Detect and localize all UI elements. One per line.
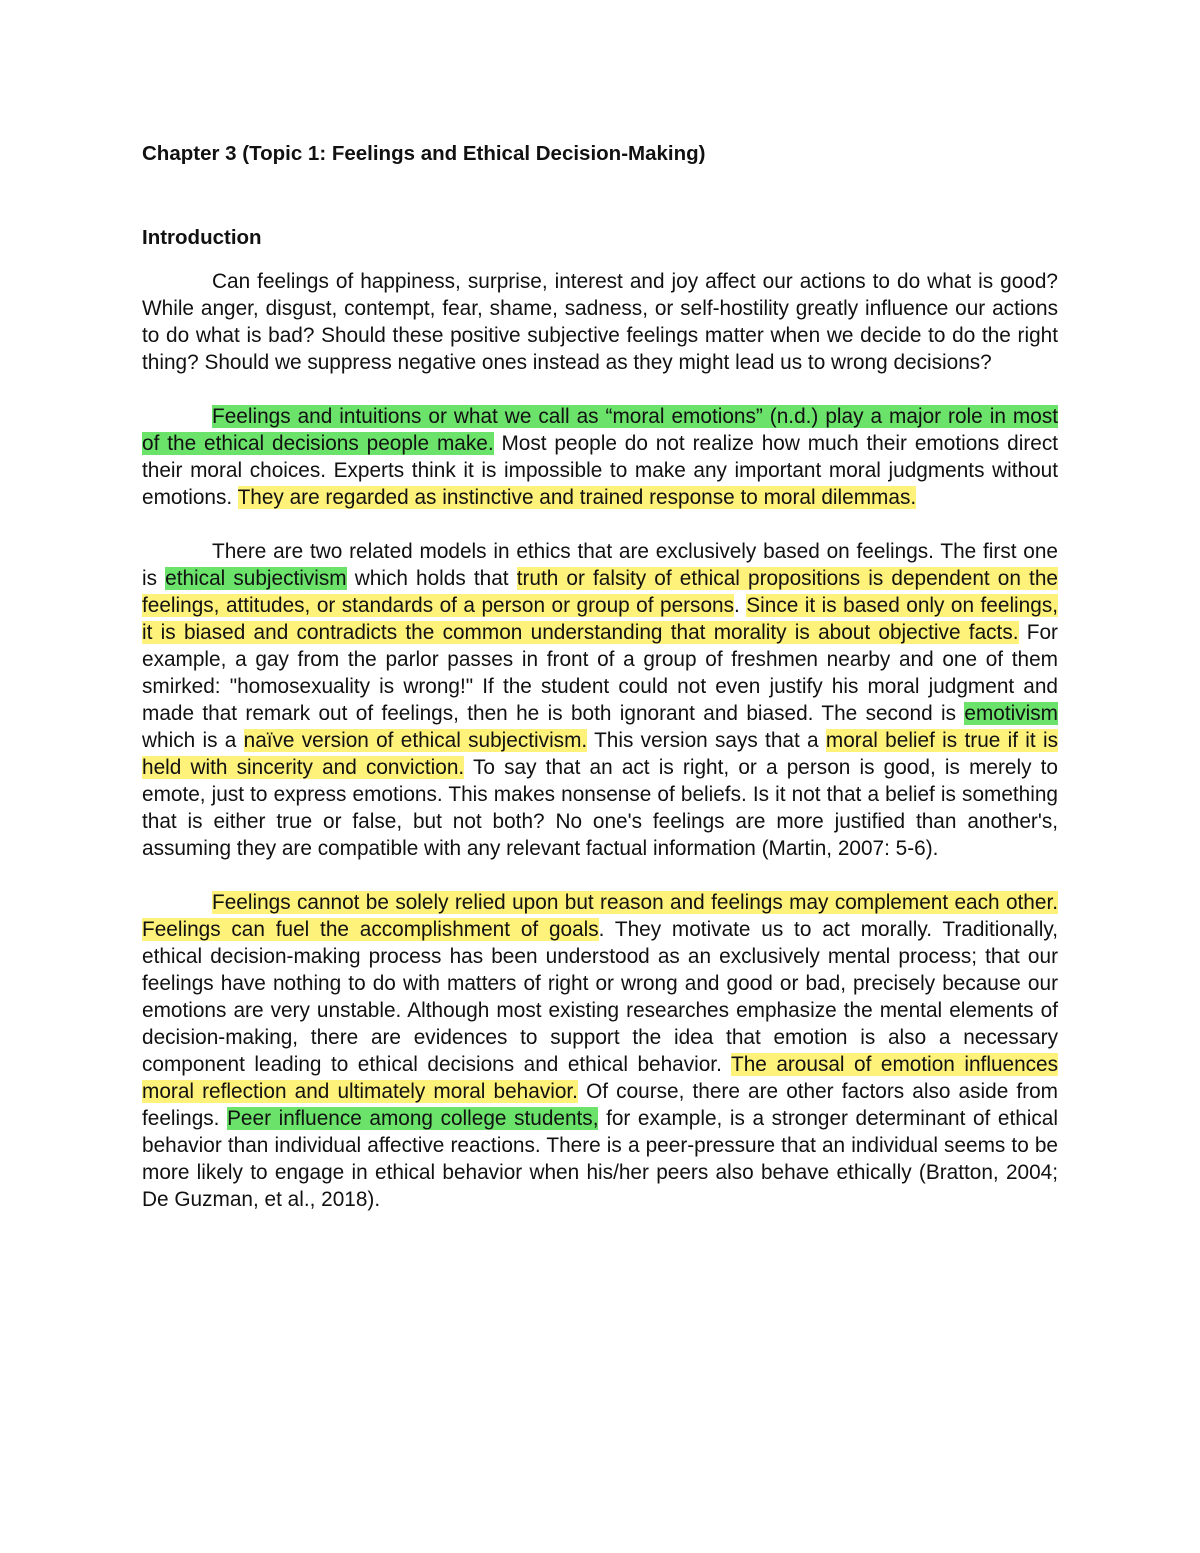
yellow-highlight: naïve version of ethical subjectivism. xyxy=(243,729,588,752)
paragraph-2 xyxy=(142,403,1058,511)
paragraph-1 xyxy=(142,268,1058,376)
text-span: which is a xyxy=(142,729,244,752)
text-span: For example, a gay from the parlor passes in front of a group of freshmen nearby and one of them smirked: "homosexuality is wrong!" If the student could not even justify his moral judgment and made that remark out of feelings, then he is both ignorant and biased. The second is xyxy=(142,621,1058,725)
document-page xyxy=(142,138,1058,1213)
section-heading: Introduction xyxy=(142,226,262,249)
text-span: There are two related models in ethics that are exclusively based on feelings. The first one is xyxy=(142,540,1058,590)
text-span: This version says that a xyxy=(587,729,826,752)
chapter-title: Chapter 3 (Topic 1: Feelings and Ethical Decision-Making) xyxy=(142,142,706,165)
yellow-highlight: moral belief is true if it is held with sincerity and conviction. xyxy=(142,729,1059,779)
text-span: . They motivate us to act morally. Traditionally, ethical decision-making process has been understood as an exclusively mental process; that our feelings have nothing to do with matters of right or wrong and good or bad, precisely because our emotions are very unstable. Although most existing researches emphasize the mental elements of decision-making, there are evidences to support the idea that emotion is also a necessary component leading to ethical decisions and ethical behavior. xyxy=(142,918,1058,1076)
text-span: . xyxy=(734,594,747,617)
yellow-highlight: Feelings can fuel the accomplishment of goals xyxy=(142,918,599,941)
yellow-highlight: Feelings cannot be solely relied upon but reason and feelings may complement each other. xyxy=(212,891,1058,914)
text-span: Most people do not realize how much their emotions direct their moral choices. Experts think it is impossible to make any important moral judgments without emotions. xyxy=(142,432,1058,509)
green-highlight: Feelings and intuitions or what we call as “moral emotions” (n.d.) play a major role in most of the ethical decisions people make. xyxy=(142,405,1058,455)
yellow-highlight: truth or falsity of ethical propositions is dependent on the feelings, attitudes, or standards of a person or group of persons xyxy=(142,567,1058,617)
green-highlight: Peer influence among college students, xyxy=(227,1107,599,1130)
green-highlight: emotivism xyxy=(964,702,1058,725)
text-span: Of course, there are other factors also aside from feelings. xyxy=(142,1080,1058,1130)
green-highlight: ethical subjectivism xyxy=(165,567,347,590)
yellow-highlight: They are regarded as instinctive and trained response to moral dilemmas. xyxy=(237,486,917,509)
text-span: Can feelings of happiness, surprise, interest and joy affect our actions to do what is good? While anger, disgust, contempt, fear, shame, sadness, or self-hostility greatly influence our actions to do what is bad? Should these positive subjective feelings matter when we decide to do the right thing? Should we suppress negative ones instead as they might lead us to wrong decisions? xyxy=(142,270,1058,374)
paragraph-3 xyxy=(142,538,1058,862)
text-span: which holds that xyxy=(346,567,517,590)
text-span: for example, is a stronger determinant of ethical behavior than individual affective reactions. There is a peer-pressure that an individual seems to be more likely to engage in ethical behavior when his/her peers also behave ethically (Bratton, 2004; De Guzman, et al., 2018). xyxy=(142,1107,1058,1211)
yellow-highlight: The arousal of emotion influences moral reflection and ultimately moral behavior. xyxy=(142,1053,1059,1103)
yellow-highlight: Since it is based only on feelings, it is biased and contradicts the common understanding that morality is about objective facts. xyxy=(142,594,1058,644)
text-span: To say that an act is right, or a person is good, is merely to emote, just to express emotions. This makes nonsense of beliefs. Is it not that a belief is something that is either true or false, but not both? No one's feelings are more justified than another's, assuming they are compatible with any relevant factual information (Martin, 2007: 5-6). xyxy=(142,756,1058,860)
paragraph-4 xyxy=(142,889,1058,1213)
